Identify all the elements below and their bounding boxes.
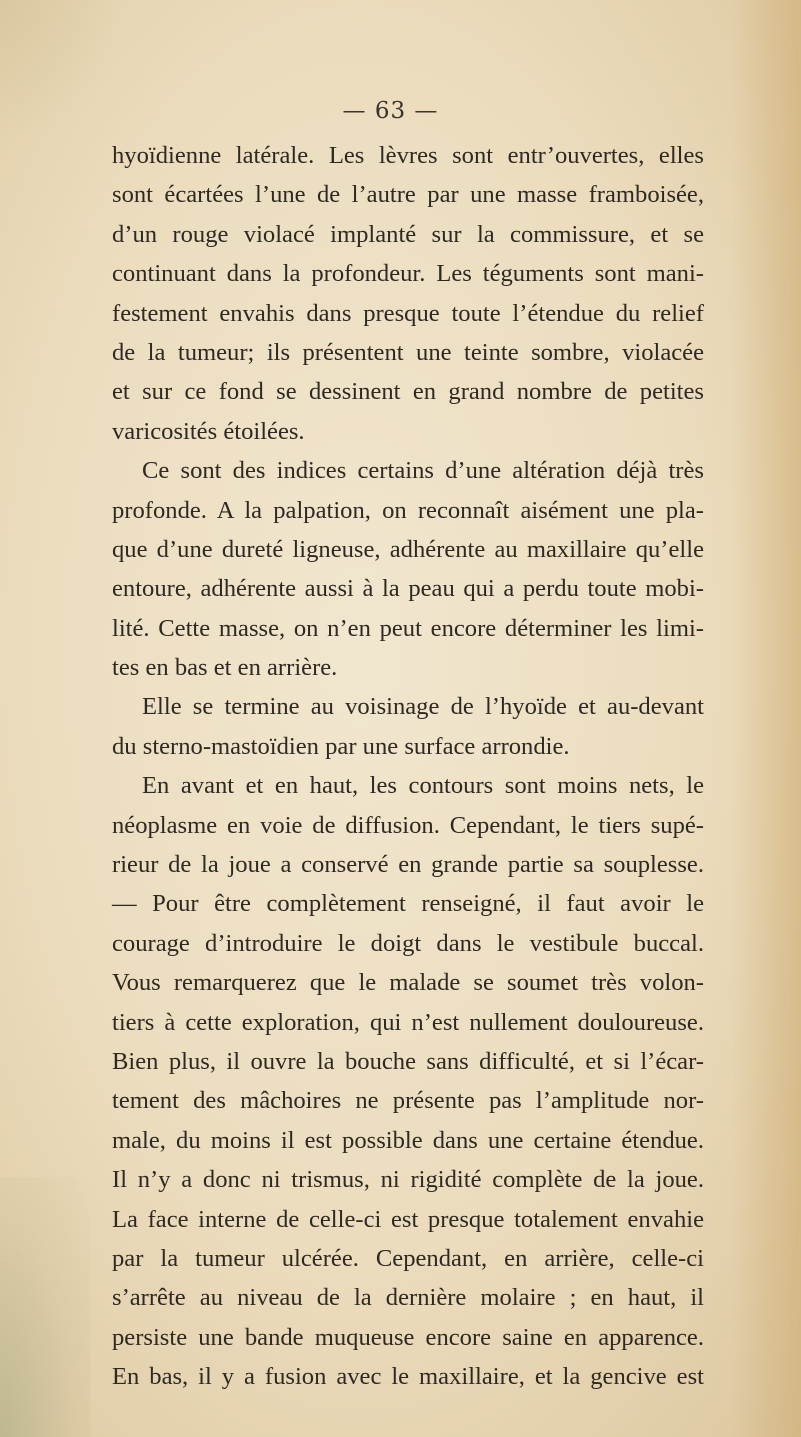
text-line: varicosités étoilées. xyxy=(112,417,305,445)
text-line: continuant dans la profondeur. Les téguments sont mani- xyxy=(112,260,704,288)
text-line: male, du moins il est possible dans une certaine étendue. xyxy=(112,1126,704,1154)
text-line: La face interne de celle-ci est presque totalement envahie xyxy=(112,1205,704,1233)
text-line: courage d’introduire le doigt dans le vestibule buccal. xyxy=(112,929,704,957)
text-line: profonde. A la palpation, on reconnaît aisément une pla- xyxy=(112,496,704,524)
text-line: néoplasme en voie de diffusion. Cependant, le tiers supé- xyxy=(112,811,704,839)
text-line: par la tumeur ulcérée. Cependant, en arrière, celle-ci xyxy=(112,1244,704,1272)
page-number: — 63 — xyxy=(342,98,439,124)
text-line: Bien plus, il ouvre la bouche sans difficulté, et si l’écar- xyxy=(112,1047,704,1075)
body-text xyxy=(112,136,704,1397)
text-line: En avant et en haut, les contours sont moins nets, le xyxy=(142,772,704,800)
text-line: entoure, adhérente aussi à la peau qui a perdu toute mobi- xyxy=(112,575,704,603)
text-line: d’un rouge violacé implanté sur la commissure, et se xyxy=(112,220,704,248)
text-line: et sur ce fond se dessinent en grand nombre de petites xyxy=(112,378,704,406)
paper-stain-bottom-left xyxy=(0,1177,90,1437)
paper-stain-right-edge xyxy=(731,0,801,1437)
text-line: sont écartées l’une de l’autre par une masse framboisée, xyxy=(112,181,704,209)
text-line: tiers à cette exploration, qui n’est nullement douloureuse. xyxy=(112,1008,704,1036)
text-line: Elle se termine au voisinage de l’hyoïde et au-devant xyxy=(142,693,704,721)
text-line: rieur de la joue a conservé en grande partie sa souplesse. xyxy=(112,851,704,879)
text-line: de la tumeur; ils présentent une teinte sombre, violacée xyxy=(112,338,704,366)
text-line: Il n’y a donc ni trismus, ni rigidité complète de la joue. xyxy=(112,1166,704,1194)
text-line: du sterno-mastoïdien par une surface arrondie. xyxy=(112,732,570,760)
text-line: En bas, il y a fusion avec le maxillaire, et la gencive est xyxy=(112,1363,704,1391)
text-line: s’arrête au niveau de la dernière molaire ; en haut, il xyxy=(112,1284,704,1312)
text-line: tement des mâchoires ne présente pas l’amplitude nor- xyxy=(112,1087,704,1115)
text-line: festement envahis dans presque toute l’étendue du relief xyxy=(112,299,704,327)
text-line: persiste une bande muqueuse encore saine en apparence. xyxy=(112,1323,704,1351)
text-line: Ce sont des indices certains d’une altération déjà très xyxy=(142,457,704,485)
text-line: que d’une dureté ligneuse, adhérente au maxillaire qu’elle xyxy=(112,535,704,563)
text-line: lité. Cette masse, on n’en peut encore déterminer les limi- xyxy=(112,614,704,642)
text-line: Vous remarquerez que le malade se soumet très volon- xyxy=(112,969,704,997)
text-line: tes en bas et en arrière. xyxy=(112,654,338,682)
text-line: — Pour être complètement renseigné, il faut avoir le xyxy=(112,890,704,918)
text-line: hyoïdienne latérale. Les lèvres sont entr’ouvertes, elles xyxy=(112,142,704,169)
